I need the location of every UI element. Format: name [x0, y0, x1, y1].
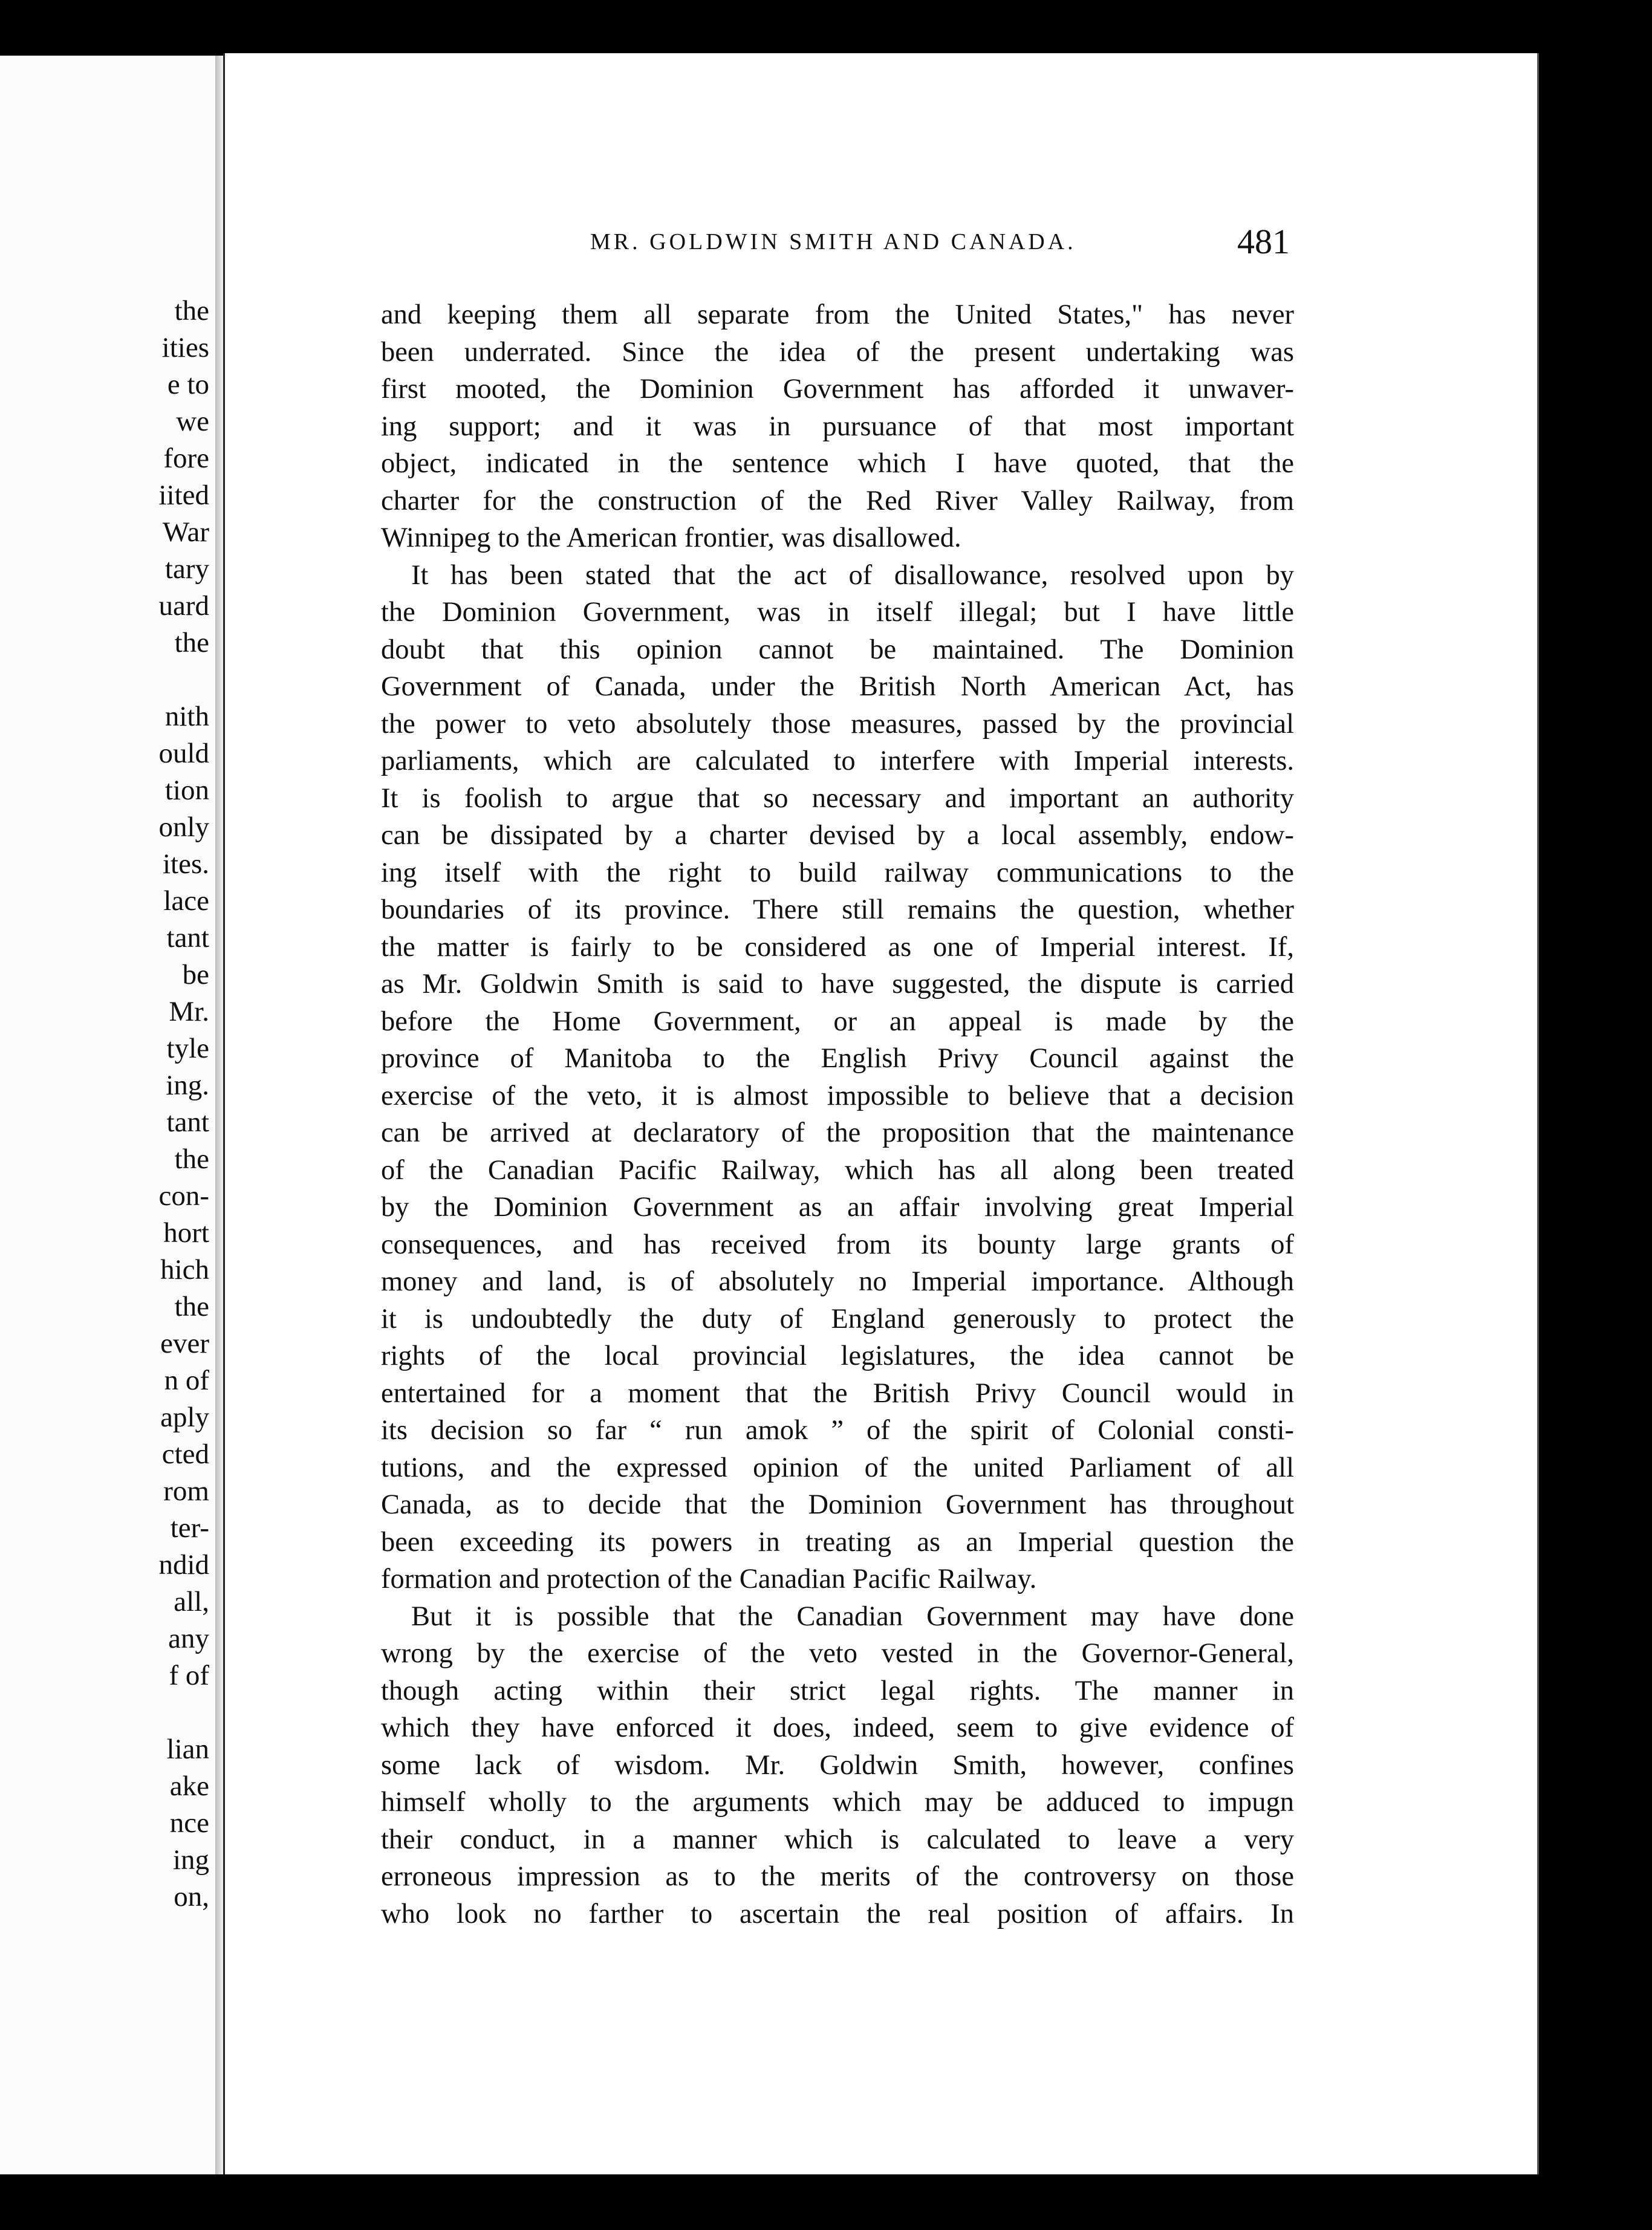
facing-page-fragment: tion	[164, 775, 209, 806]
text-line: by the Dominion Government as an affair involving great Imperial	[381, 1192, 1294, 1223]
scan-bottom-border	[0, 2174, 1652, 2230]
facing-page-fragment: n of	[164, 1365, 209, 1396]
facing-page-fragment: iited	[158, 479, 209, 511]
text-line: though acting within their strict legal rights. The manner in	[381, 1675, 1294, 1706]
text-line: province of Manitoba to the English Privy Council against the	[381, 1043, 1294, 1074]
text-line: ing support; and it was in pursuance of that most important	[381, 411, 1294, 442]
facing-page-fragment: ites.	[162, 848, 209, 880]
text-line: Winnipeg to the American frontier, was disallowed.	[381, 522, 961, 553]
text-line: tutions, and the expressed opinion of the united Parliament of all	[381, 1452, 1294, 1483]
text-line: been exceeding its powers in treating as an Imperial question the	[381, 1526, 1294, 1558]
text-line: consequences, and has received from its bounty large grants of	[381, 1229, 1294, 1260]
text-line: can be dissipated by a charter devised by a local assembly, endow-	[381, 820, 1294, 851]
facing-page-fragment: tyle	[166, 1033, 209, 1064]
facing-page-fragment: hich	[160, 1254, 209, 1286]
facing-page-fragment: only	[158, 811, 209, 843]
text-line: Canada, as to decide that the Dominion Government has throughout	[381, 1489, 1294, 1520]
facing-page-fragment: we	[176, 406, 209, 437]
text-line: rights of the local provincial legislatures, the idea cannot be	[381, 1341, 1294, 1371]
text-line: some lack of wisdom. Mr. Goldwin Smith, however, confines	[381, 1749, 1294, 1781]
text-line: who look no farther to ascertain the real position of affairs. In	[381, 1898, 1294, 1929]
facing-page-fragment: Mr.	[169, 996, 209, 1027]
facing-page-fragment: the	[174, 295, 209, 327]
facing-page-fragment: uard	[158, 590, 209, 622]
text-line: boundaries of its province. There still remains the question, whether	[381, 894, 1294, 925]
text-line: of the Canadian Pacific Railway, which has all along been treated	[381, 1154, 1294, 1186]
text-line: wrong by the exercise of the veto vested in the Governor-General,	[381, 1638, 1294, 1669]
body-text	[381, 296, 1294, 1933]
text-line: object, indicated in the sentence which I have quoted, that the	[381, 448, 1294, 479]
facing-page-fragment: lace	[163, 885, 209, 917]
text-line: ing itself with the right to build railway communications to the	[381, 857, 1294, 888]
text-line: can be arrived at declaratory of the proposition that the maintenance	[381, 1117, 1294, 1148]
text-line: formation and protection of the Canadian Pacific Railway.	[381, 1564, 1037, 1594]
text-line: the matter is fairly to be considered as one of Imperial interest. If,	[381, 931, 1294, 963]
facing-page-fragment: the	[174, 1143, 209, 1175]
facing-page-fragment: on,	[174, 1881, 209, 1913]
text-line: which they have enforced it does, indeed, seem to give evidence of	[381, 1712, 1294, 1743]
facing-page-fragment: nce	[169, 1807, 209, 1839]
facing-page-fragment: hort	[163, 1217, 209, 1249]
facing-page-fragment: be	[182, 959, 209, 990]
facing-page-fragment: nith	[164, 701, 209, 732]
facing-page-fragment: tant	[166, 922, 209, 954]
text-line: the Dominion Government, was in itself illegal; but I have little	[381, 597, 1294, 628]
text-line: their conduct, in a manner which is calculated to leave a very	[381, 1824, 1294, 1855]
text-line: It has been stated that the act of disallowance, resolved upon by	[411, 559, 1294, 591]
facing-page-fragment: tant	[166, 1107, 209, 1138]
paragraph	[381, 1598, 1294, 1933]
paragraph	[381, 296, 1294, 557]
facing-page-fragment: all,	[174, 1586, 209, 1617]
text-line: doubt that this opinion cannot be maintained. The Dominion	[381, 634, 1294, 665]
facing-page-fragment	[158, 662, 209, 698]
facing-page-fragment: rom	[163, 1475, 209, 1507]
facing-page-fragment: tary	[164, 553, 209, 585]
page-number: 481	[1237, 222, 1290, 261]
facing-page-fragment: ing	[172, 1844, 209, 1876]
facing-page-fragment: any	[168, 1623, 209, 1654]
facing-page-fragment: e to	[167, 369, 209, 400]
facing-page-fragment: the	[174, 627, 209, 658]
facing-page-fragment: lian	[166, 1734, 209, 1765]
facing-page-fragment: ake	[169, 1770, 209, 1802]
text-line: and keeping them all separate from the United States," has never	[381, 299, 1294, 330]
scan-top-border	[0, 0, 1652, 56]
facing-page-fragment: ould	[158, 738, 209, 769]
text-line: But it is possible that the Canadian Government may have done	[411, 1601, 1294, 1632]
text-line: entertained for a moment that the British Privy Council would in	[381, 1377, 1294, 1409]
text-line: parliaments, which are calculated to interfere with Imperial interests.	[381, 746, 1294, 776]
text-line: as Mr. Goldwin Smith is said to have suggested, the dispute is carried	[381, 969, 1294, 1000]
text-line: himself wholly to the arguments which may be adduced to impugn	[381, 1787, 1294, 1818]
scan-right-border	[1536, 0, 1652, 2230]
facing-page-fragment: con-	[158, 1180, 209, 1212]
facing-page-fragment: cted	[161, 1438, 209, 1470]
facing-page-fragment: aply	[160, 1402, 209, 1433]
facing-page-fragment: ter-	[170, 1512, 209, 1544]
text-line: erroneous impression as to the merits of the controversy on those	[381, 1861, 1294, 1892]
facing-page-fragments	[158, 293, 209, 1916]
text-line: been underrated. Since the idea of the present undertaking was	[381, 336, 1294, 368]
text-line: It is foolish to argue that so necessary and important an authority	[381, 782, 1294, 814]
facing-page-fragment: ever	[160, 1328, 209, 1359]
text-line: Government of Canada, under the British North American Act, has	[381, 671, 1294, 702]
text-line: before the Home Government, or an appeal is made by the	[381, 1006, 1294, 1037]
text-line: first mooted, the Dominion Government has afforded it unwaver-	[381, 374, 1294, 405]
facing-page-fragment: ndid	[158, 1549, 209, 1581]
book-gutter	[215, 56, 225, 2174]
text-line: charter for the construction of the Red River Valley Railway, from	[381, 485, 1294, 516]
text-line: money and land, is of absolutely no Imperial importance. Although	[381, 1266, 1294, 1297]
text-line: its decision so far “ run amok ” of the spirit of Colonial consti-	[381, 1415, 1294, 1446]
paragraph	[381, 557, 1294, 1598]
facing-page-fragment: the	[174, 1291, 209, 1322]
text-line: it is undoubtedly the duty of England generously to protect the	[381, 1303, 1294, 1334]
facing-page-fragment: fore	[163, 443, 209, 474]
facing-page-fragment: War	[162, 516, 209, 548]
facing-page-fragment: f of	[169, 1660, 209, 1691]
facing-page-edge	[0, 56, 225, 2174]
running-head: MR. GOLDWIN SMITH AND CANADA.	[590, 229, 1076, 255]
facing-page-fragment: ing.	[166, 1070, 209, 1101]
text-line: the power to veto absolutely those measures, passed by the provincial	[381, 708, 1294, 740]
facing-page-fragment	[158, 1694, 209, 1731]
text-line: exercise of the veto, it is almost impossible to believe that a decision	[381, 1080, 1294, 1111]
facing-page-fragment: ities	[161, 332, 209, 363]
